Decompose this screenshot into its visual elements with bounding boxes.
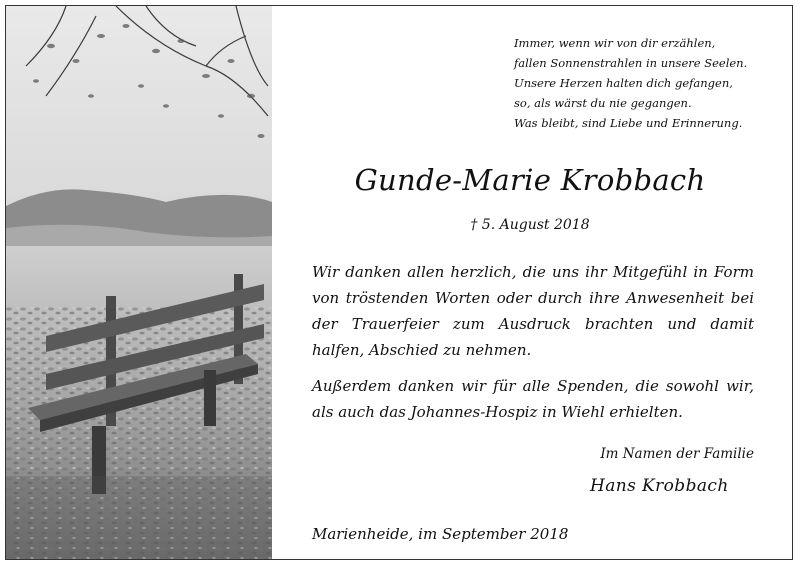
poem-line: Unsere Herzen halten dich gefangen, [514, 76, 733, 90]
signature-name: Hans Krobbach [590, 476, 729, 496]
place-date: Marienheide, im September 2018 [312, 525, 569, 543]
poem-line: fallen Sonnenstrahlen in unsere Seelen. [514, 56, 748, 70]
thanks-paragraph: Außerdem danken wir für alle Spenden, die sowohl wir, als auch das Johannes-Hospiz in Wiehl erhielten. [312, 377, 754, 421]
deceased-name: Gunde-Marie Krobbach [354, 163, 706, 197]
thanks-paragraph: Wir danken allen herzlich, die uns ihr Mitgefühl in Form von tröstenden Worten oder durch ihre Anwesenheit bei der Trauerfeier zum Ausdruck brachten und damit halfen, Abschied zu nehmen. [312, 263, 754, 359]
poem-line: Was bleibt, sind Liebe und Erinnerung. [514, 116, 743, 130]
poem-line: so, als wärst du nie gegangen. [514, 96, 692, 110]
bench-landscape-photo [6, 6, 272, 560]
poem [514, 33, 754, 133]
obituary-card [5, 5, 793, 560]
thanks-text [312, 259, 754, 425]
death-date: † 5. August 2018 [470, 217, 590, 233]
text-area [306, 6, 754, 560]
signature-intro: Im Namen der Familie [600, 446, 754, 462]
poem-line: Immer, wenn wir von dir erzählen, [514, 36, 716, 50]
